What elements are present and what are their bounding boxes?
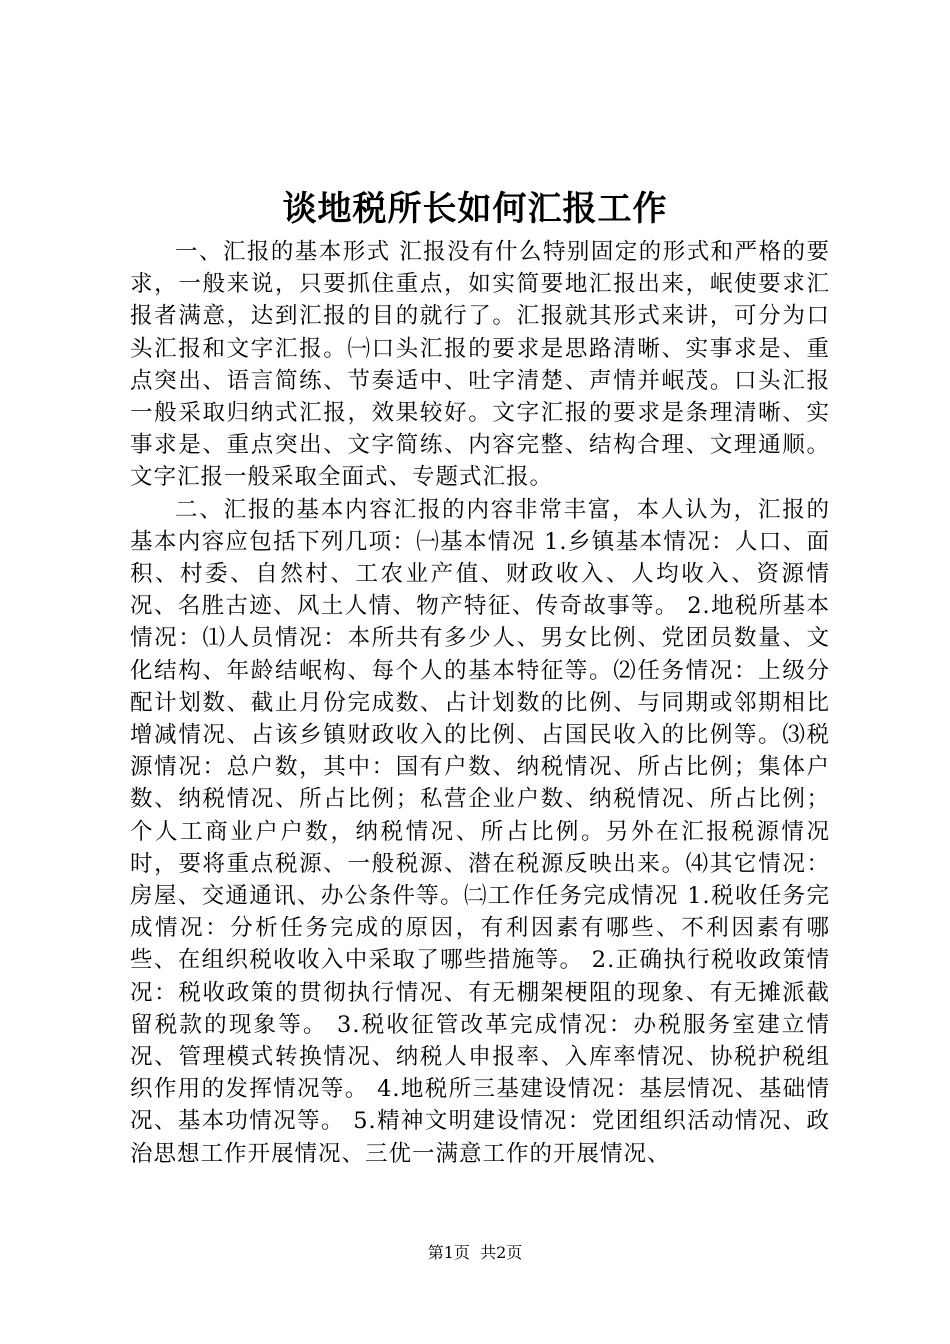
paragraph-1: 一、汇报的基本形式 汇报没有什么特别固定的形式和严格的要求，一般来说，只要抓住重点，如实简要地汇报出来，岷使要求汇报者满意，达到汇报的目的就行了。汇报就其形式来讲，可分为口头汇报和文字汇报。㈠口头汇报的要求是思路清晰、实事求是、重点突出、语言简练、节奏适中、吐字清楚、声情并岷茂。口头汇报一般采取归纳式汇报，效果较好。文字汇报的要求是条理清晰、实事求是、重点突出、文字简练、内容完整、结构合理、文理通顺。文字汇报一般采取全面式、专题式汇报。: [130, 239, 830, 491]
page-total: 共2页: [480, 1243, 523, 1262]
document-title: 谈地税所长如何汇报工作: [282, 189, 668, 229]
page-number: 第1页: [427, 1243, 470, 1262]
paragraph-2: 二、汇报的基本内容汇报的内容非常丰富，本人认为，汇报的基本内容应包括下列几项：㈠基本情况 1.乡镇基本情况：人口、面积、村委、自然村、工农业产值、财政收入、人均收入、资源情况、名胜古迹、风土人情、物产特征、传奇故事等。 2.地税所基本情况：⑴人员情况：本所共有多少人、男女比例、党团员数量、文化结构、年龄结岷构、每个人的基本特征等。⑵任务情况：上级分配计划数、截止月份完成数、占计划数的比例、与同期或邻期相比增减情况、占该乡镇财政收入的比例、占国民收入的比例等。⑶税源情况：总户数，其中：国有户数、纳税情况、所占比例；集体户数、纳税情况、所占比例；私营企业户数、纳税情况、所占比例；个人工商业户户数，纳税情况、所占比例。另外在汇报税源情况时，要将重点税源、一般税源、潜在税源反映出来。⑷其它情况：房屋、交通通讯、办公条件等。㈡工作任务完成情况 1.税收任务完成情况：分析任务完成的原因，有利因素有哪些、不利因素有哪些、在组织税收收入中采取了哪些措施等。 2.正确执行税收政策情况：税收政策的贯彻执行情况、有无棚架梗阻的现象、有无摊派截留税款的现象等。 3.税收征管改革完成情况：办税服务室建立情况、管理模式转换情况、纳税人申报率、入库率情况、协税护税组织作用的发挥情况等。 4.地税所三基建设情况：基层情况、基础情况、基本功情况等。 5.精神文明建设情况：党团组织活动情况、政治思想工作开展情况、三优一满意工作的开展情况、: [130, 496, 830, 1167]
document-body: [130, 236, 830, 1170]
page-footer: [0, 1242, 950, 1264]
footer-separator: [470, 1243, 480, 1262]
